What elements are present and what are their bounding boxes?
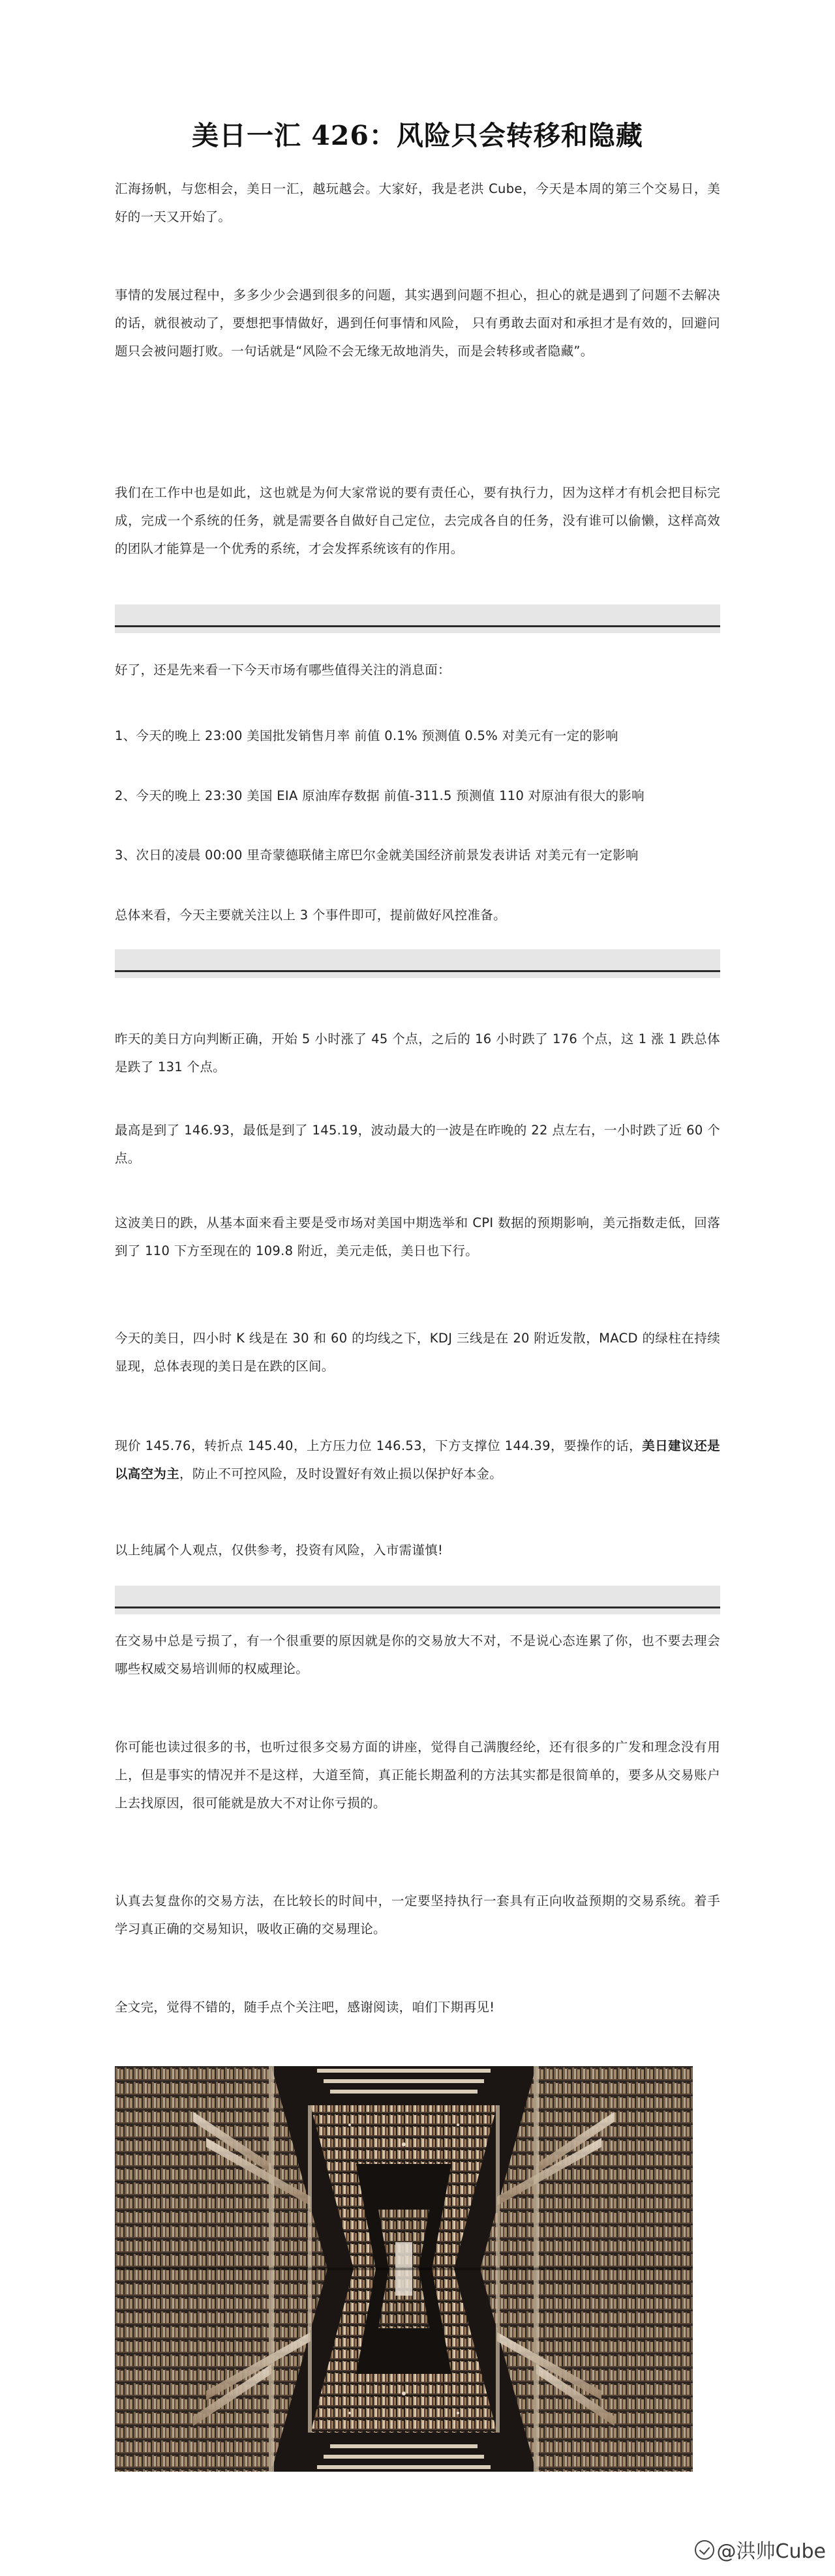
disclaimer: 以上纯属个人观点，仅供参考，投资有风险，入市需谨慎! (115, 1543, 444, 1558)
analysis-paragraph-2: 最高是到了 146.93，最低是到了 145.19，波动最大的一波是在昨晚的 22 点左右，一小时跌了近 60 个点。 (115, 1123, 720, 1166)
strategy-highlight: 美日建议还是以高空为主 (115, 1438, 720, 1481)
intro-paragraph-1: 汇海扬帆，与您相会，美日一汇，越玩越会。大家好，我是老洪 Cube，今天是本周的第三个交易日，美好的一天又开始了。 (115, 181, 720, 224)
intro-paragraph-2: 事情的发展过程中，多多少少会遇到很多的问题，其实遇到问题不担心，担心的就是遇到了问题不去解决的话，就很被动了，要想把事情做好，遇到任何事情和风险， 只有勇敢去面对和承担才是有效的，回避问题只会被问题打败。一句话就是“风险不会无缘无故地消失，而是会转移或者隐藏”。 (115, 288, 720, 359)
strategy-paragraph (115, 1432, 720, 1488)
events-summary: 总体来看，今天主要就关注以上 3 个事件即可，提前做好风控准备。 (115, 908, 506, 923)
watermark-text: @洪帅Cube (716, 2540, 826, 2563)
bookstore-photo (115, 2066, 693, 2472)
strategy-text-end: ，防止不可控风险，及时设置好有效止损以保护好本金。 (179, 1466, 503, 1481)
analysis-paragraph-3: 这波美日的跌，从基本面来看主要是受市场对美国中期选举和 CPI 数据的预期影响，美元指数走低，回落到了 110 下方至现在的 109.8 附近，美元走低，美日也下行。 (115, 1215, 720, 1258)
closing-paragraph-4: 全文完，觉得不错的，随手点个关注吧，感谢阅读，咱们下期再见! (115, 2000, 495, 2015)
weibo-check-icon (695, 2540, 714, 2560)
section-divider (115, 604, 720, 633)
article-title: 美日一汇 426：风险只会转移和隐藏 (192, 120, 643, 152)
closing-paragraph-1: 在交易中总是亏损了，有一个很重要的原因就是你的交易放大不对，不是说心态连累了你，也不要去理会哪些权威交易培训师的权威理论。 (115, 1633, 720, 1676)
section-divider (115, 949, 720, 978)
strategy-text: 现价 145.76，转折点 145.40，上方压力位 146.53，下方支撑位 144.39，要操作的话， (115, 1438, 643, 1453)
analysis-paragraph-1: 昨天的美日方向判断正确，开始 5 小时涨了 45 个点，之后的 16 小时跌了 176 个点，这 1 涨 1 跌总体是跌了 131 个点。 (115, 1031, 720, 1074)
analysis-paragraph-4: 今天的美日，四小时 K 线是在 30 和 60 的均线之下，KDJ 三线是在 20 附近发散，MACD 的绿柱在持续显现，总体表现的美日是在跌的区间。 (115, 1331, 720, 1374)
events-intro: 好了，还是先来看一下今天市场有哪些值得关注的消息面： (115, 662, 451, 677)
section-divider (115, 1586, 720, 1614)
event-item-2: 2、今天的晚上 23:30 美国 EIA 原油库存数据 前值-311.5 预测值 110 对原油有很大的影响 (115, 788, 645, 803)
event-item-1: 1、今天的晚上 23:00 美国批发销售月率 前值 0.1% 预测值 0.5% 对美元有一定的影响 (115, 728, 618, 743)
closing-paragraph-2: 你可能也读过很多的书，也听过很多交易方面的讲座，觉得自己满腹经纶，还有很多的广发和理念没有用上，但是事实的情况并不是这样，大道至简，真正能长期盈利的方法其实都是很简单的，要多从交易账户上去找原因，很可能就是放大不对让你亏损的。 (115, 1740, 720, 1811)
author-watermark (695, 2535, 826, 2564)
intro-paragraph-3: 我们在工作中也是如此，这也就是为何大家常说的要有责任心，要有执行力，因为这样才有机会把目标完成，完成一个系统的任务，就是需要各自做好自己定位，去完成各自的任务，没有谁可以偷懒，这样高效的团队才能算是一个优秀的系统，才会发挥系统该有的作用。 (115, 485, 720, 556)
event-item-3: 3、次日的凌晨 00:00 里奇蒙德联储主席巴尔金就美国经济前景发表讲话 对美元有一定影响 (115, 848, 639, 863)
closing-paragraph-3: 认真去复盘你的交易方法，在比较长的时间中，一定要坚持执行一套具有正向收益预期的交易系统。着手学习真正确的交易知识，吸收正确的交易理论。 (115, 1893, 720, 1936)
